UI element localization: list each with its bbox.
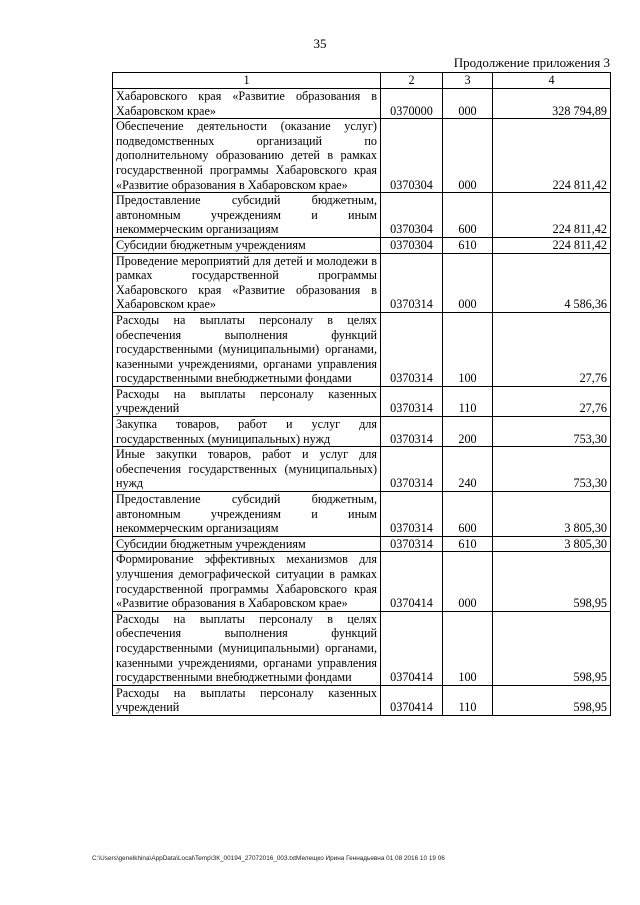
row-name: Иные закупки товаров, работ и услуг для обеспечения государственных (муниципальных) нужд: [113, 447, 381, 492]
row-amount: 224 811,42: [493, 237, 611, 253]
row-code: 0370304: [381, 119, 443, 193]
row-name: Расходы на выплаты персоналу казенных учреждений: [113, 685, 381, 715]
row-amount: 3 805,30: [493, 536, 611, 552]
page-number: 35: [313, 36, 327, 51]
row-name: Расходы на выплаты персоналу казенных учреждений: [113, 386, 381, 416]
row-code: 0370304: [381, 193, 443, 238]
row-code: 0370414: [381, 685, 443, 715]
row-type: 100: [443, 611, 493, 685]
row-type: 000: [443, 89, 493, 119]
row-name: Предоставление субсидий бюджетным, автономным учреждениям и иным некоммерческим организациям: [113, 492, 381, 537]
row-code: 0370314: [381, 447, 443, 492]
row-code: 0370414: [381, 611, 443, 685]
table-row: [113, 253, 611, 312]
table-row: [113, 89, 611, 119]
row-code: 0370314: [381, 253, 443, 312]
row-type: 610: [443, 237, 493, 253]
row-name: Субсидии бюджетным учреждениям: [113, 237, 381, 253]
table-row: [113, 611, 611, 685]
row-amount: 753,30: [493, 447, 611, 492]
table-row: [113, 536, 611, 552]
row-amount: 598,95: [493, 685, 611, 715]
row-code: 0370314: [381, 536, 443, 552]
header-col-4: 4: [493, 73, 611, 89]
table-row: [113, 417, 611, 447]
row-name: Расходы на выплаты персоналу в целях обеспечения выполнения функций государственными (муниципальными) органами, казенными учреждениями, органами управления государственными внебюджетными фондами: [113, 312, 381, 386]
row-amount: 224 811,42: [493, 119, 611, 193]
table-row: [113, 447, 611, 492]
table-row: [113, 492, 611, 537]
row-code: 0370304: [381, 237, 443, 253]
footer-file-path: C:\Users\genelkhina\AppData\Local\Temp\ЗК_00194_27072016_003.txtМелещко Ирина Геннадьевна 01 08 2016 10 19 06: [92, 855, 445, 862]
row-amount: 598,95: [493, 611, 611, 685]
row-name: Предоставление субсидий бюджетным, автономным учреждениям и иным некоммерческим организациям: [113, 193, 381, 238]
table-row: [113, 119, 611, 193]
table-row: [113, 193, 611, 238]
header-col-1: 1: [113, 73, 381, 89]
header-col-2: 2: [381, 73, 443, 89]
row-name: Субсидии бюджетным учреждениям: [113, 536, 381, 552]
row-amount: 598,95: [493, 552, 611, 611]
table-row: [113, 386, 611, 416]
row-type: 000: [443, 253, 493, 312]
row-amount: 328 794,89: [493, 89, 611, 119]
row-name: Закупка товаров, работ и услуг для государственных (муниципальных) нужд: [113, 417, 381, 447]
row-code: 0370314: [381, 417, 443, 447]
row-type: 610: [443, 536, 493, 552]
table-row: [113, 685, 611, 715]
table-header-row: [113, 73, 611, 89]
row-amount: 4 586,36: [493, 253, 611, 312]
table-row: [113, 552, 611, 611]
row-type: 240: [443, 447, 493, 492]
table-row: [113, 312, 611, 386]
row-code: 0370000: [381, 89, 443, 119]
row-amount: 27,76: [493, 312, 611, 386]
row-type: 000: [443, 119, 493, 193]
row-name: Хабаровского края «Развитие образования в Хабаровском крае»: [113, 89, 381, 119]
row-name: Обеспечение деятельности (оказание услуг) подведомственных организаций по дополнительному образованию детей в рамках государственной программы Хабаровского края «Развитие образования в Хабаровском крае»: [113, 119, 381, 193]
row-code: 0370314: [381, 312, 443, 386]
row-name: Формирование эффективных механизмов для улучшения демографической ситуации в рамках государственной программы Хабаровского края «Развитие образования в Хабаровском крае»: [113, 552, 381, 611]
row-amount: 224 811,42: [493, 193, 611, 238]
row-type: 110: [443, 386, 493, 416]
row-amount: 27,76: [493, 386, 611, 416]
row-amount: 3 805,30: [493, 492, 611, 537]
row-type: 600: [443, 492, 493, 537]
row-type: 110: [443, 685, 493, 715]
row-type: 000: [443, 552, 493, 611]
table-row: [113, 237, 611, 253]
row-name: Расходы на выплаты персоналу в целях обеспечения выполнения функций государственными (муниципальными) органами, казенными учреждениями, органами управления государственными внебюджетными фондами: [113, 611, 381, 685]
row-type: 200: [443, 417, 493, 447]
row-code: 0370414: [381, 552, 443, 611]
row-type: 100: [443, 312, 493, 386]
row-code: 0370314: [381, 492, 443, 537]
budget-table: [112, 72, 611, 716]
row-type: 600: [443, 193, 493, 238]
row-name: Проведение мероприятий для детей и молодежи в рамках государственной программы Хабаровского края «Развитие образования в Хабаровском крае»: [113, 253, 381, 312]
header-col-3: 3: [443, 73, 493, 89]
continuation-note: Продолжение приложения 3: [453, 55, 610, 70]
row-amount: 753,30: [493, 417, 611, 447]
row-code: 0370314: [381, 386, 443, 416]
